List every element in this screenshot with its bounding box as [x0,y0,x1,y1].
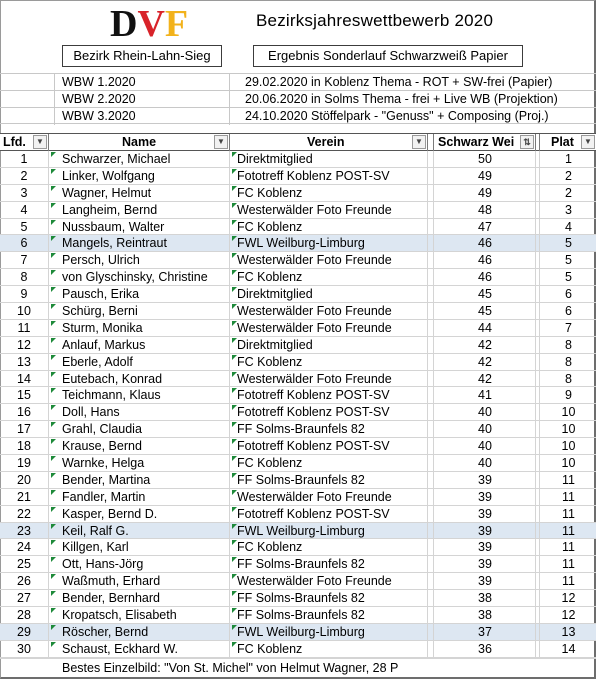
cell-verein[interactable]: FWL Weilburg-Limburg [231,235,428,251]
wbw-info-block [0,73,596,124]
comment-marker-icon [51,490,56,495]
cell-name[interactable]: Doll, Hans [50,404,230,420]
comment-marker-icon [232,490,237,495]
comment-marker-icon [232,270,237,275]
cell-verein[interactable]: FF Solms-Braunfels 82 [231,590,428,606]
comment-marker-icon [51,304,56,309]
cell-verein[interactable]: FC Koblenz [231,269,428,285]
cell-name[interactable]: Schürg, Berni [50,303,230,319]
comment-marker-icon [232,642,237,647]
table-row[interactable] [0,387,596,404]
cell-verein[interactable]: Westerwälder Foto Freunde [231,320,428,336]
comment-marker-icon [51,422,56,427]
cell-verein[interactable]: Direktmitglied [231,337,428,353]
dropdown-arrow-icon[interactable]: ▼ [33,135,47,149]
cell-name[interactable]: Waßmuth, Erhard [50,573,230,589]
cell-verein[interactable]: Fototreff Koblenz POST-SV [231,438,428,454]
cell-points[interactable]: 40 [435,404,536,420]
cell-name[interactable]: Krause, Bernd [50,438,230,454]
comment-marker-icon [51,388,56,393]
comment-marker-icon [51,608,56,613]
cell-points[interactable]: 39 [435,573,536,589]
cell-platz[interactable]: 5 [565,236,572,251]
cell-points[interactable]: 37 [435,624,536,640]
cell-name[interactable]: Nussbaum, Walter [50,219,230,235]
comment-marker-icon [232,186,237,191]
wbw-row [0,90,596,107]
cell-nr[interactable]: 17 [0,421,49,437]
cell-platz[interactable]: 3 [565,202,572,217]
comment-marker-icon [232,608,237,613]
comment-marker-icon [51,270,56,275]
cell-points[interactable]: 41 [435,387,536,403]
sort-filter-icon[interactable]: ⇅ [520,135,534,149]
table-row[interactable] [0,624,596,641]
cell-platz[interactable]: 12 [561,591,576,606]
comment-marker-icon [232,473,237,478]
comment-marker-icon [51,372,56,377]
cell-nr[interactable]: 6 [0,235,49,251]
cell-points[interactable]: 39 [435,556,536,572]
comment-marker-icon [51,524,56,529]
cell-verein[interactable]: FF Solms-Braunfels 82 [231,556,428,572]
cell-name[interactable]: Eutebach, Konrad [50,371,230,387]
wbw-info: 20.06.2020 in Solms Thema - frei + Live WB (Projektion) [245,92,558,106]
table-header [0,133,596,151]
cell-points[interactable]: 39 [435,472,536,488]
cell-name[interactable]: Bender, Martina [50,472,230,488]
cell-platz[interactable]: 11 [562,557,575,572]
comment-marker-icon [232,203,237,208]
results-table [0,151,596,658]
comment-marker-icon [232,253,237,258]
comment-marker-icon [51,169,56,174]
comment-marker-icon [51,540,56,545]
column-header-platz[interactable]: Plat ▼ [541,134,596,151]
comment-marker-icon [232,220,237,225]
wbw-row [0,107,596,124]
cell-platz[interactable]: 11 [562,489,575,504]
table-row[interactable] [0,286,596,303]
result-button[interactable]: Ergebnis Sonderlauf Schwarzweiß Papier [253,45,523,67]
cell-verein[interactable]: FC Koblenz [231,455,428,471]
cell-name[interactable]: Ott, Hans-Jörg [50,556,230,572]
cell-verein[interactable]: Fototreff Koblenz POST-SV [231,506,428,522]
cell-name[interactable]: Eberle, Adolf [50,354,230,370]
cell-name[interactable]: Sturm, Monika [50,320,230,336]
comment-marker-icon [232,540,237,545]
cell-name[interactable]: Keil, Ralf G. [50,523,230,539]
cell-name[interactable]: Bender, Bernhard [50,590,230,606]
cell-name[interactable]: Linker, Wolfgang [50,168,230,184]
wbw-label: WBW 1.2020 [56,74,230,91]
dropdown-arrow-icon[interactable]: ▼ [412,135,426,149]
table-row[interactable] [0,506,596,523]
table-row[interactable] [0,523,596,540]
cell-nr[interactable]: 23 [0,523,49,539]
cell-name[interactable]: Grahl, Claudia [50,421,230,437]
comment-marker-icon [232,439,237,444]
table-row[interactable] [0,371,596,388]
wbw-info: 29.02.2020 in Koblenz Thema - ROT + SW-frei (Papier) [245,75,553,89]
comment-marker-icon [232,287,237,292]
comment-marker-icon [51,203,56,208]
comment-marker-icon [232,388,237,393]
cell-name[interactable]: Pausch, Erika [50,286,230,302]
cell-platz[interactable]: 5 [565,270,572,285]
cell-verein[interactable]: Westerwälder Foto Freunde [231,303,428,319]
comment-marker-icon [232,591,237,596]
comment-marker-icon [51,625,56,630]
wbw-label: WBW 3.2020 [56,108,230,125]
cell-verein[interactable]: Westerwälder Foto Freunde [231,489,428,505]
table-row[interactable] [0,151,596,168]
table-row[interactable] [0,590,596,607]
cell-platz[interactable]: 11 [562,506,575,521]
cell-platz[interactable]: 7 [565,320,572,335]
comment-marker-icon [232,405,237,410]
comment-marker-icon [51,507,56,512]
table-row[interactable] [0,421,596,438]
table-row[interactable] [0,354,596,371]
comment-marker-icon [232,338,237,343]
cell-nr[interactable]: 20 [0,472,49,488]
cell-platz[interactable]: 11 [562,523,575,538]
cell-points[interactable]: 42 [435,337,536,353]
cell-nr[interactable]: 2 [0,168,49,184]
comment-marker-icon [232,524,237,529]
cell-nr[interactable]: 16 [0,404,49,420]
comment-marker-icon [51,591,56,596]
comment-marker-icon [51,287,56,292]
comment-marker-icon [51,236,56,241]
column-header-name[interactable]: Name ▼ [50,134,230,151]
cell-verein[interactable]: Westerwälder Foto Freunde [231,573,428,589]
table-row[interactable] [0,455,596,472]
cell-points[interactable]: 38 [435,607,536,623]
table-row[interactable] [0,641,596,658]
cell-verein[interactable]: FC Koblenz [231,185,428,201]
cell-points[interactable]: 46 [435,252,536,268]
table-row[interactable] [0,168,596,185]
cell-platz[interactable]: 10 [561,456,576,471]
page-title: Bezirksjahreswettbewerb 2020 [256,11,494,30]
cell-verein[interactable]: Westerwälder Foto Freunde [231,371,428,387]
cell-platz[interactable]: 6 [565,304,572,319]
cell-platz[interactable]: 6 [565,287,572,302]
cell-verein[interactable]: Direktmitglied [231,151,428,167]
table-row[interactable] [0,472,596,489]
table-row[interactable] [0,438,596,455]
comment-marker-icon [232,625,237,630]
column-header-points[interactable]: Schwarz Wei ⇅ [435,134,536,151]
comment-marker-icon [51,439,56,444]
comment-marker-icon [51,642,56,647]
cell-points[interactable]: 44 [435,320,536,336]
cell-points[interactable]: 50 [435,151,536,167]
cell-nr[interactable]: 1 [0,151,49,167]
comment-marker-icon [232,355,237,360]
cell-platz[interactable]: 4 [565,219,572,234]
cell-platz[interactable]: 2 [565,185,572,200]
cell-nr[interactable]: 28 [0,607,49,623]
table-row[interactable] [0,219,596,236]
comment-marker-icon [51,557,56,562]
cell-name[interactable]: Schwarzer, Michael [50,151,230,167]
cell-nr[interactable]: 26 [0,573,49,589]
svg-text:DVF: DVF [110,3,189,43]
cell-verein[interactable]: Fototreff Koblenz POST-SV [231,168,428,184]
comment-marker-icon [232,236,237,241]
cell-platz[interactable]: 11 [562,574,575,589]
cell-platz[interactable]: 8 [565,337,572,352]
cell-nr[interactable]: 22 [0,506,49,522]
table-row[interactable] [0,252,596,269]
cell-verein[interactable]: FC Koblenz [231,354,428,370]
cell-points[interactable]: 40 [435,455,536,471]
cell-nr[interactable]: 3 [0,185,49,201]
table-row[interactable] [0,202,596,219]
cell-platz[interactable]: 1 [565,152,572,166]
cell-platz[interactable]: 13 [561,624,576,639]
dropdown-arrow-icon[interactable]: ▼ [581,135,595,149]
cell-points[interactable]: 39 [435,506,536,522]
cell-verein[interactable]: FF Solms-Braunfels 82 [231,421,428,437]
cell-points[interactable]: 39 [435,539,536,555]
comment-marker-icon [232,304,237,309]
comment-marker-icon [51,338,56,343]
cell-platz[interactable]: 10 [561,405,576,420]
table-row[interactable] [0,404,596,421]
table-row[interactable] [0,539,596,556]
cell-name[interactable]: Schaust, Eckhard W. [50,641,230,657]
comment-marker-icon [51,253,56,258]
comment-marker-icon [51,355,56,360]
cell-name[interactable]: Wagner, Helmut [50,185,230,201]
cell-platz[interactable]: 5 [565,253,572,268]
cell-verein[interactable]: FWL Weilburg-Limburg [231,624,428,640]
cell-nr[interactable]: 27 [0,590,49,606]
cell-nr[interactable]: 24 [0,539,49,555]
table-row[interactable] [0,573,596,590]
header [0,0,596,73]
cell-verein[interactable]: Fototreff Koblenz POST-SV [231,387,428,403]
comment-marker-icon [51,405,56,410]
cell-platz[interactable]: 11 [562,472,575,487]
cell-points[interactable]: 46 [435,235,536,251]
dvf-logo-graphic [108,3,218,43]
comment-marker-icon [232,169,237,174]
cell-points[interactable]: 49 [435,185,536,201]
table-row[interactable] [0,320,596,337]
cell-nr[interactable]: 19 [0,455,49,471]
cell-verein[interactable]: FF Solms-Braunfels 82 [231,472,428,488]
wbw-row [0,73,596,90]
cell-verein[interactable]: FC Koblenz [231,219,428,235]
cell-platz[interactable]: 8 [565,371,572,386]
wbw-info: 24.10.2020 Stöffelpark - "Genuss" + Composing (Proj.) [245,109,549,123]
cell-name[interactable]: Fandler, Martin [50,489,230,505]
cell-nr[interactable]: 18 [0,438,49,454]
cell-points[interactable]: 39 [435,489,536,505]
district-button[interactable]: Bezirk Rhein-Lahn-Sieg [62,45,222,67]
cell-nr[interactable]: 29 [0,624,49,640]
cell-points[interactable]: 39 [435,523,536,539]
comment-marker-icon [51,186,56,191]
cell-points[interactable]: 38 [435,590,536,606]
cell-nr[interactable]: 8 [0,269,49,285]
cell-platz[interactable]: 10 [561,422,576,437]
table-row[interactable] [0,607,596,624]
comment-marker-icon [232,456,237,461]
table-row[interactable] [0,303,596,320]
comment-marker-icon [232,557,237,562]
cell-name[interactable]: Warnke, Helga [50,455,230,471]
comment-marker-icon [51,574,56,579]
comment-marker-icon [232,574,237,579]
cell-points[interactable]: 42 [435,354,536,370]
cell-points[interactable]: 40 [435,438,536,454]
cell-points[interactable]: 48 [435,202,536,218]
cell-verein[interactable]: FF Solms-Braunfels 82 [231,607,428,623]
cell-nr[interactable]: 5 [0,219,49,235]
cell-nr[interactable]: 9 [0,286,49,302]
cell-verein[interactable]: FWL Weilburg-Limburg [231,523,428,539]
comment-marker-icon [232,152,237,157]
cell-points[interactable]: 36 [435,641,536,657]
table-row[interactable] [0,235,596,252]
cell-points[interactable]: 40 [435,421,536,437]
cell-verein[interactable]: FC Koblenz [231,641,428,657]
cell-nr[interactable]: 30 [0,641,49,657]
cell-name[interactable]: Teichmann, Klaus [50,387,230,403]
column-header-nr[interactable]: Lfd. ▼ [0,134,49,151]
wbw-label: WBW 2.2020 [56,91,230,108]
cell-name[interactable]: Mangels, Reintraut [50,235,230,251]
cell-platz[interactable]: 2 [565,168,572,183]
cell-name[interactable]: Killgen, Karl [50,539,230,555]
cell-platz[interactable]: 11 [562,540,575,555]
table-row[interactable] [0,269,596,286]
comment-marker-icon [51,152,56,157]
cell-nr[interactable]: 4 [0,202,49,218]
cell-nr[interactable]: 10 [0,303,49,319]
cell-points[interactable]: 45 [435,303,536,319]
comment-marker-icon [232,422,237,427]
table-row[interactable] [0,337,596,354]
dvf-logo [108,3,218,43]
table-row[interactable] [0,489,596,506]
cell-name[interactable]: Kasper, Bernd D. [50,506,230,522]
cell-points[interactable]: 47 [435,219,536,235]
cell-name[interactable]: Persch, Ulrich [50,252,230,268]
cell-platz[interactable]: 14 [561,641,576,656]
cell-verein[interactable]: Westerwälder Foto Freunde [231,252,428,268]
cell-nr[interactable]: 12 [0,337,49,353]
comment-marker-icon [51,473,56,478]
comment-marker-icon [232,372,237,377]
cell-verein[interactable]: FC Koblenz [231,539,428,555]
comment-marker-icon [51,321,56,326]
cell-name[interactable]: Langheim, Bernd [50,202,230,218]
cell-points[interactable]: 46 [435,269,536,285]
cell-platz[interactable]: 9 [565,388,572,403]
cell-points[interactable]: 42 [435,371,536,387]
comment-marker-icon [232,321,237,326]
cell-nr[interactable]: 13 [0,354,49,370]
cell-name[interactable]: Röscher, Bernd [50,624,230,640]
cell-nr[interactable]: 7 [0,252,49,268]
cell-name[interactable]: Kropatsch, Elisabeth [50,607,230,623]
table-row[interactable] [0,556,596,573]
cell-name[interactable]: von Glyschinsky, Christine [50,269,230,285]
cell-verein[interactable]: Fototreff Koblenz POST-SV [231,404,428,420]
cell-points[interactable]: 49 [435,168,536,184]
cell-platz[interactable]: 8 [565,354,572,369]
comment-marker-icon [51,220,56,225]
comment-marker-icon [232,507,237,512]
cell-platz[interactable]: 12 [561,608,576,623]
comment-marker-icon [51,456,56,461]
footer-note [0,658,596,676]
dropdown-arrow-icon[interactable]: ▼ [214,135,228,149]
cell-verein[interactable]: Westerwälder Foto Freunde [231,202,428,218]
cell-nr[interactable]: 14 [0,371,49,387]
cell-platz[interactable]: 10 [561,439,576,454]
cell-points[interactable]: 45 [435,286,536,302]
cell-nr[interactable]: 11 [0,320,49,336]
column-header-verein[interactable]: Verein ▼ [231,134,428,151]
table-row[interactable] [0,185,596,202]
best-image-note: Bestes Einzelbild: "Von St. Michel" von Helmut Wagner, 28 P [62,661,399,675]
cell-name[interactable]: Anlauf, Markus [50,337,230,353]
cell-nr[interactable]: 25 [0,556,49,572]
cell-nr[interactable]: 15 [0,387,49,403]
cell-nr[interactable]: 21 [0,489,49,505]
cell-verein[interactable]: Direktmitglied [231,286,428,302]
